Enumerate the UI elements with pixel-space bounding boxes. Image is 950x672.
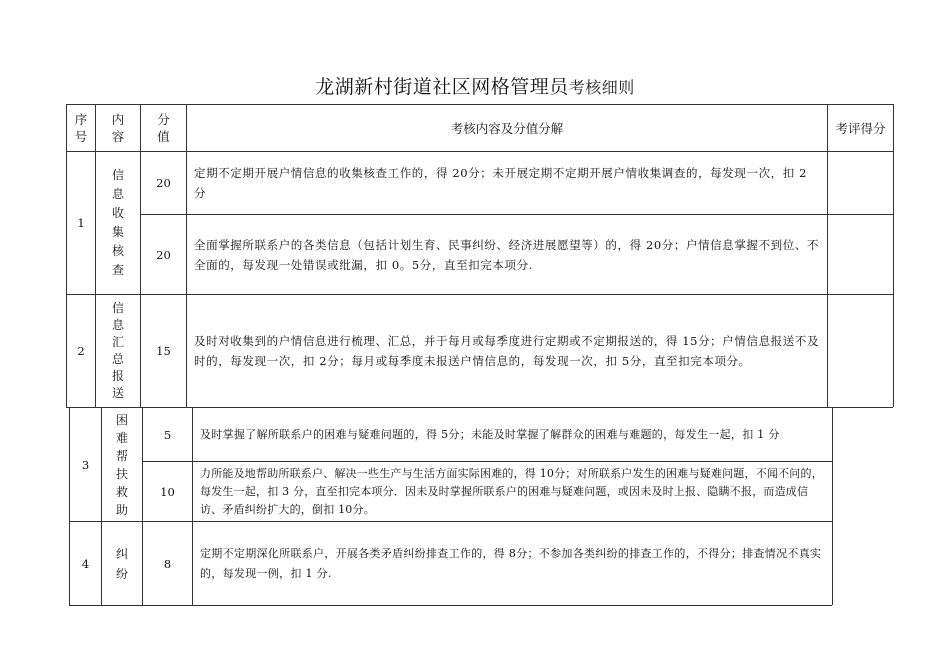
header-detail-text: 考核内容及分值分解 [450,120,564,136]
title-main: 龙湖新村街道社区网格管理员 [315,76,569,98]
row2-seq-text: 2 [77,344,85,358]
row1-item1-detail [194,152,820,214]
header-eval [828,105,893,151]
document-title [0,72,950,99]
row1-item1-score [141,152,186,214]
row4-item1-detail-text: 定期不定期深化所联系户，开展各类矛盾纠纷排查工作的，得 8分；不参加各类纠纷的排查工作的，不得分；排查情况不真实的，每发现一例，扣 1 分. [200,546,822,580]
row3-item1-score [143,408,192,461]
header-seq [67,105,95,151]
row4-item1-score [143,522,192,605]
header-score-text: 分值 [157,112,170,144]
row4-seq [70,522,101,605]
row3-item1-detail-text: 及时掌握了解所联系户的困难与疑难问题的，得 5分；未能及时掌握了解群众的困难与难题的，每发生一起，扣 1 分 [200,427,780,441]
header-content-text: 内容 [111,112,125,144]
row2-seq [67,295,95,407]
row3-item2-detail-text: 力所能及地帮助所联系户、解决一些生产与生活方面实际困难的，得 10分；对所联系户发生的困难与疑难问题，不闻不问的，每发生一起，扣 3 分，直至扣完本项分．因未及时掌握所联系户的困难与疑难问题，或因未及时上报、隐瞒不报，而造成信访、矛盾纠纷扩大的，倒扣 10分。 [200,466,823,516]
row4-seq-text: 4 [81,556,90,571]
row3-item1-detail [200,408,826,461]
row4-item1-detail [200,522,826,605]
row2-item1-score-text: 15 [156,344,171,358]
row2-content [96,295,140,407]
header-content [96,105,140,151]
row3-content [102,408,142,521]
row1-item2-score-text: 20 [156,247,171,262]
header-score [141,105,186,151]
row3-content-text: 困难帮扶救助 [115,412,128,517]
header-eval-text: 考评得分 [835,120,886,136]
row1-seq-text: 1 [77,216,85,230]
row2-content-text: 信息汇总报送 [111,301,124,400]
row4-item1-score-text: 8 [163,556,172,571]
row1-item2-detail [194,215,820,294]
row1-content [96,152,140,294]
row3-item1-score-text: 5 [163,427,172,442]
title-sub: 考核细则 [568,78,635,97]
row2-item1-detail-text: 及时对收集到的户情信息进行梳理、汇总，并于每月或每季度进行定期或不定期报送的，得 15分；户情信息报送不及时的，每发现一次，扣 2分；每月或每季度未报送户情信息的，每发现一次，扣 5分，直至扣完本项分。 [194,334,820,368]
row1-content-text: 信息收集核查 [111,168,124,277]
row3-seq [70,408,101,521]
header-seq-text: 序号 [74,112,88,144]
row1-item2-detail-text: 全面掌握所联系户的各类信息（包括计划生育、民事纠纷、经济进展愿望等）的，得 20分；户情信息掌握不到位、不全面的，每发现一处错误或纰漏，扣 0。5分，直至扣完本项分. [194,237,820,272]
row4-content [102,522,142,605]
row1-item2-score [141,215,186,294]
row1-item1-score-text: 20 [156,176,171,190]
row1-item1-detail-text: 定期不定期开展户情信息的收集核查工作的，得 20分；未开展定期不定期开展户情收集调查的，每发现一次，扣 2 分 [194,166,808,200]
row1-seq [67,152,95,294]
row2-item1-score [141,295,186,407]
lower-right-border [832,407,833,605]
table-bottom-border [69,605,832,606]
row3-item2-detail [200,462,828,521]
row3-item2-score-text: 10 [160,484,175,499]
row3-seq-text: 3 [81,457,90,472]
row3-item2-score [143,462,192,521]
row2-item1-detail [194,295,822,407]
header-detail [187,105,827,151]
upper-right-border [893,104,894,407]
lower-score-divider [192,407,193,605]
row4-content-text: 纠纷 [115,546,128,581]
